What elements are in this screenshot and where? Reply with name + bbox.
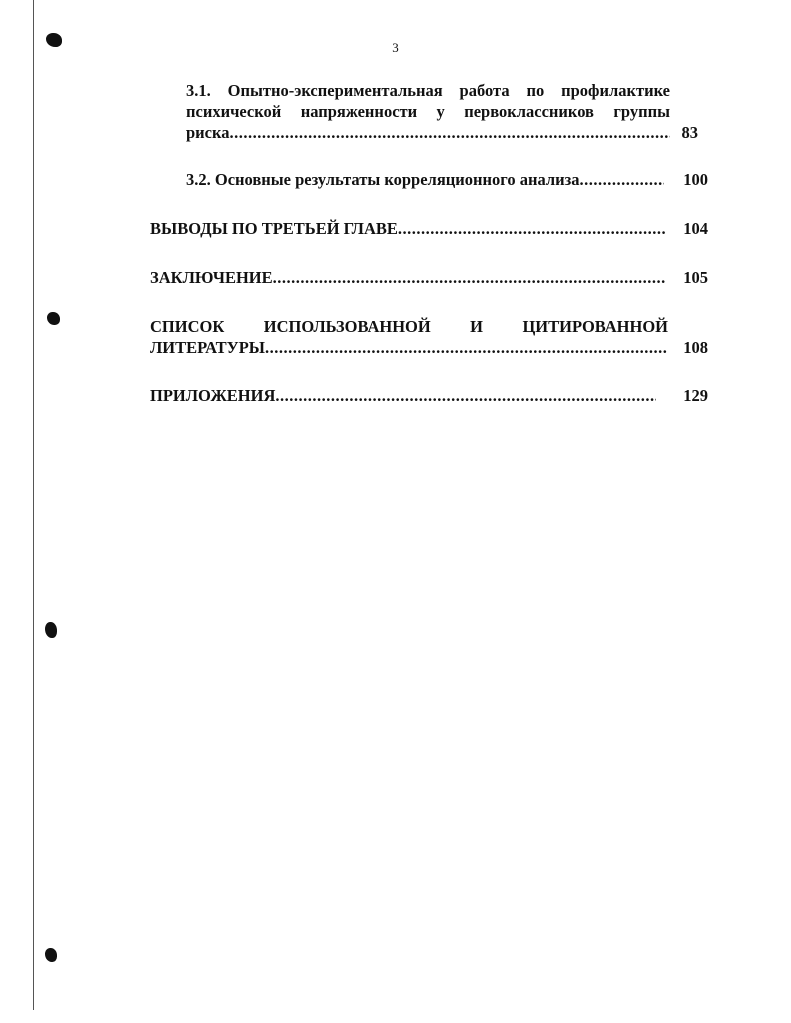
punch-hole (45, 622, 57, 638)
toc-page-ref: 105 (683, 268, 708, 287)
toc-entry-title-line: ЗАКЛЮЧЕНИЕ (150, 268, 273, 287)
toc-entry-leader-line (150, 218, 666, 239)
toc-entry-conclusions-chapter-3 (150, 218, 666, 239)
toc-entry-3-2 (186, 169, 664, 190)
punch-hole (45, 948, 57, 962)
toc-entry-title-line: психической напряженности у первоклассников группы (186, 102, 670, 121)
toc-entry-leader-line (186, 122, 670, 143)
dot-leader (273, 267, 666, 288)
margin-line (33, 0, 34, 1010)
toc-entry-leader-line (150, 267, 666, 288)
toc-page-ref: 108 (683, 338, 708, 357)
toc-entry-references (150, 316, 668, 358)
toc-entry-title-line: ЛИТЕРАТУРЫ (150, 338, 265, 357)
dot-leader (580, 169, 664, 190)
toc-page-ref: 104 (683, 219, 708, 238)
toc-entry-leader-line (150, 337, 668, 358)
toc-entry-leader-line (150, 385, 656, 406)
toc-entry-title-line: риска (186, 123, 230, 142)
dot-leader (398, 218, 666, 239)
toc-entry-title-line: ПРИЛОЖЕНИЯ (150, 386, 276, 405)
toc-entry-leader-line (186, 169, 664, 190)
punch-hole (47, 312, 60, 325)
toc-entry-3-1 (186, 80, 670, 143)
toc-page-ref: 100 (683, 170, 708, 189)
toc-page-ref: 83 (681, 123, 698, 142)
toc-entry-title-line: 3.2. Основные результаты корреляционного анализа (186, 170, 580, 189)
dot-leader (230, 122, 670, 143)
toc-entry-appendices (150, 385, 656, 406)
dot-leader (265, 337, 668, 358)
toc-entry-conclusion (150, 267, 666, 288)
toc-entry-title-line: ВЫВОДЫ ПО ТРЕТЬЕЙ ГЛАВЕ (150, 219, 398, 238)
toc-entry-title-line: 3.1. Опытно-экспериментальная работа по профилактике (186, 81, 670, 100)
page-number: 3 (392, 40, 399, 55)
toc-page-ref: 129 (683, 386, 708, 405)
toc-entry-title-line: СПИСОК ИСПОЛЬЗОВАННОЙ И ЦИТИРОВАННОЙ (150, 317, 668, 336)
dot-leader (275, 385, 656, 406)
